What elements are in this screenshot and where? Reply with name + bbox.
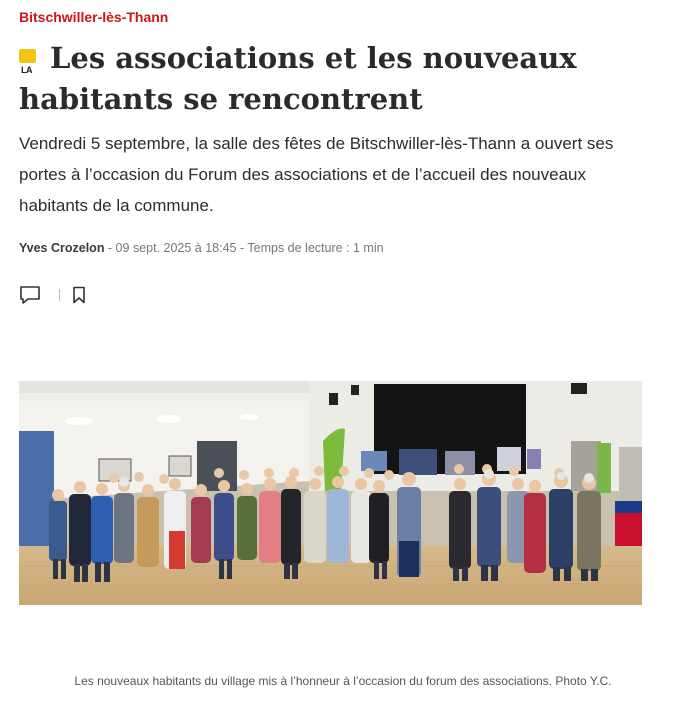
comment-button[interactable]	[19, 285, 41, 305]
headline-block	[19, 38, 579, 120]
article-lead: Vendredi 5 septembre, la salle des fêtes de Bitschwiller-lès-Thann a ouvert ses portes à l’occasion du Forum des associations et de l’accueil des nouveaux habitants de la commune.	[19, 134, 614, 215]
premium-badge-label: LA	[21, 65, 32, 75]
comment-icon	[19, 285, 41, 305]
category-link[interactable]: Bitschwiller-lès-Thann	[19, 9, 169, 25]
bookmark-icon	[72, 286, 86, 304]
bookmark-button[interactable]	[72, 286, 86, 304]
publish-meta: - 09 sept. 2025 à 18:45 - Temps de lecture : 1 min	[104, 241, 384, 255]
byline	[19, 241, 384, 255]
article-actions	[19, 284, 86, 306]
premium-badge	[19, 49, 36, 75]
photo-caption: Les nouveaux habitants du village mis à l’honneur à l’occasion du forum des associations. Photo Y.C.	[74, 674, 612, 688]
article-title	[19, 38, 579, 120]
group-photo-illustration	[19, 381, 642, 605]
author-name[interactable]: Yves Crozelon	[19, 241, 105, 255]
article-photo[interactable]	[19, 381, 642, 605]
article-title-text: Les associations et les nouveaux habitants se rencontrent	[19, 41, 577, 116]
action-divider	[59, 289, 60, 301]
